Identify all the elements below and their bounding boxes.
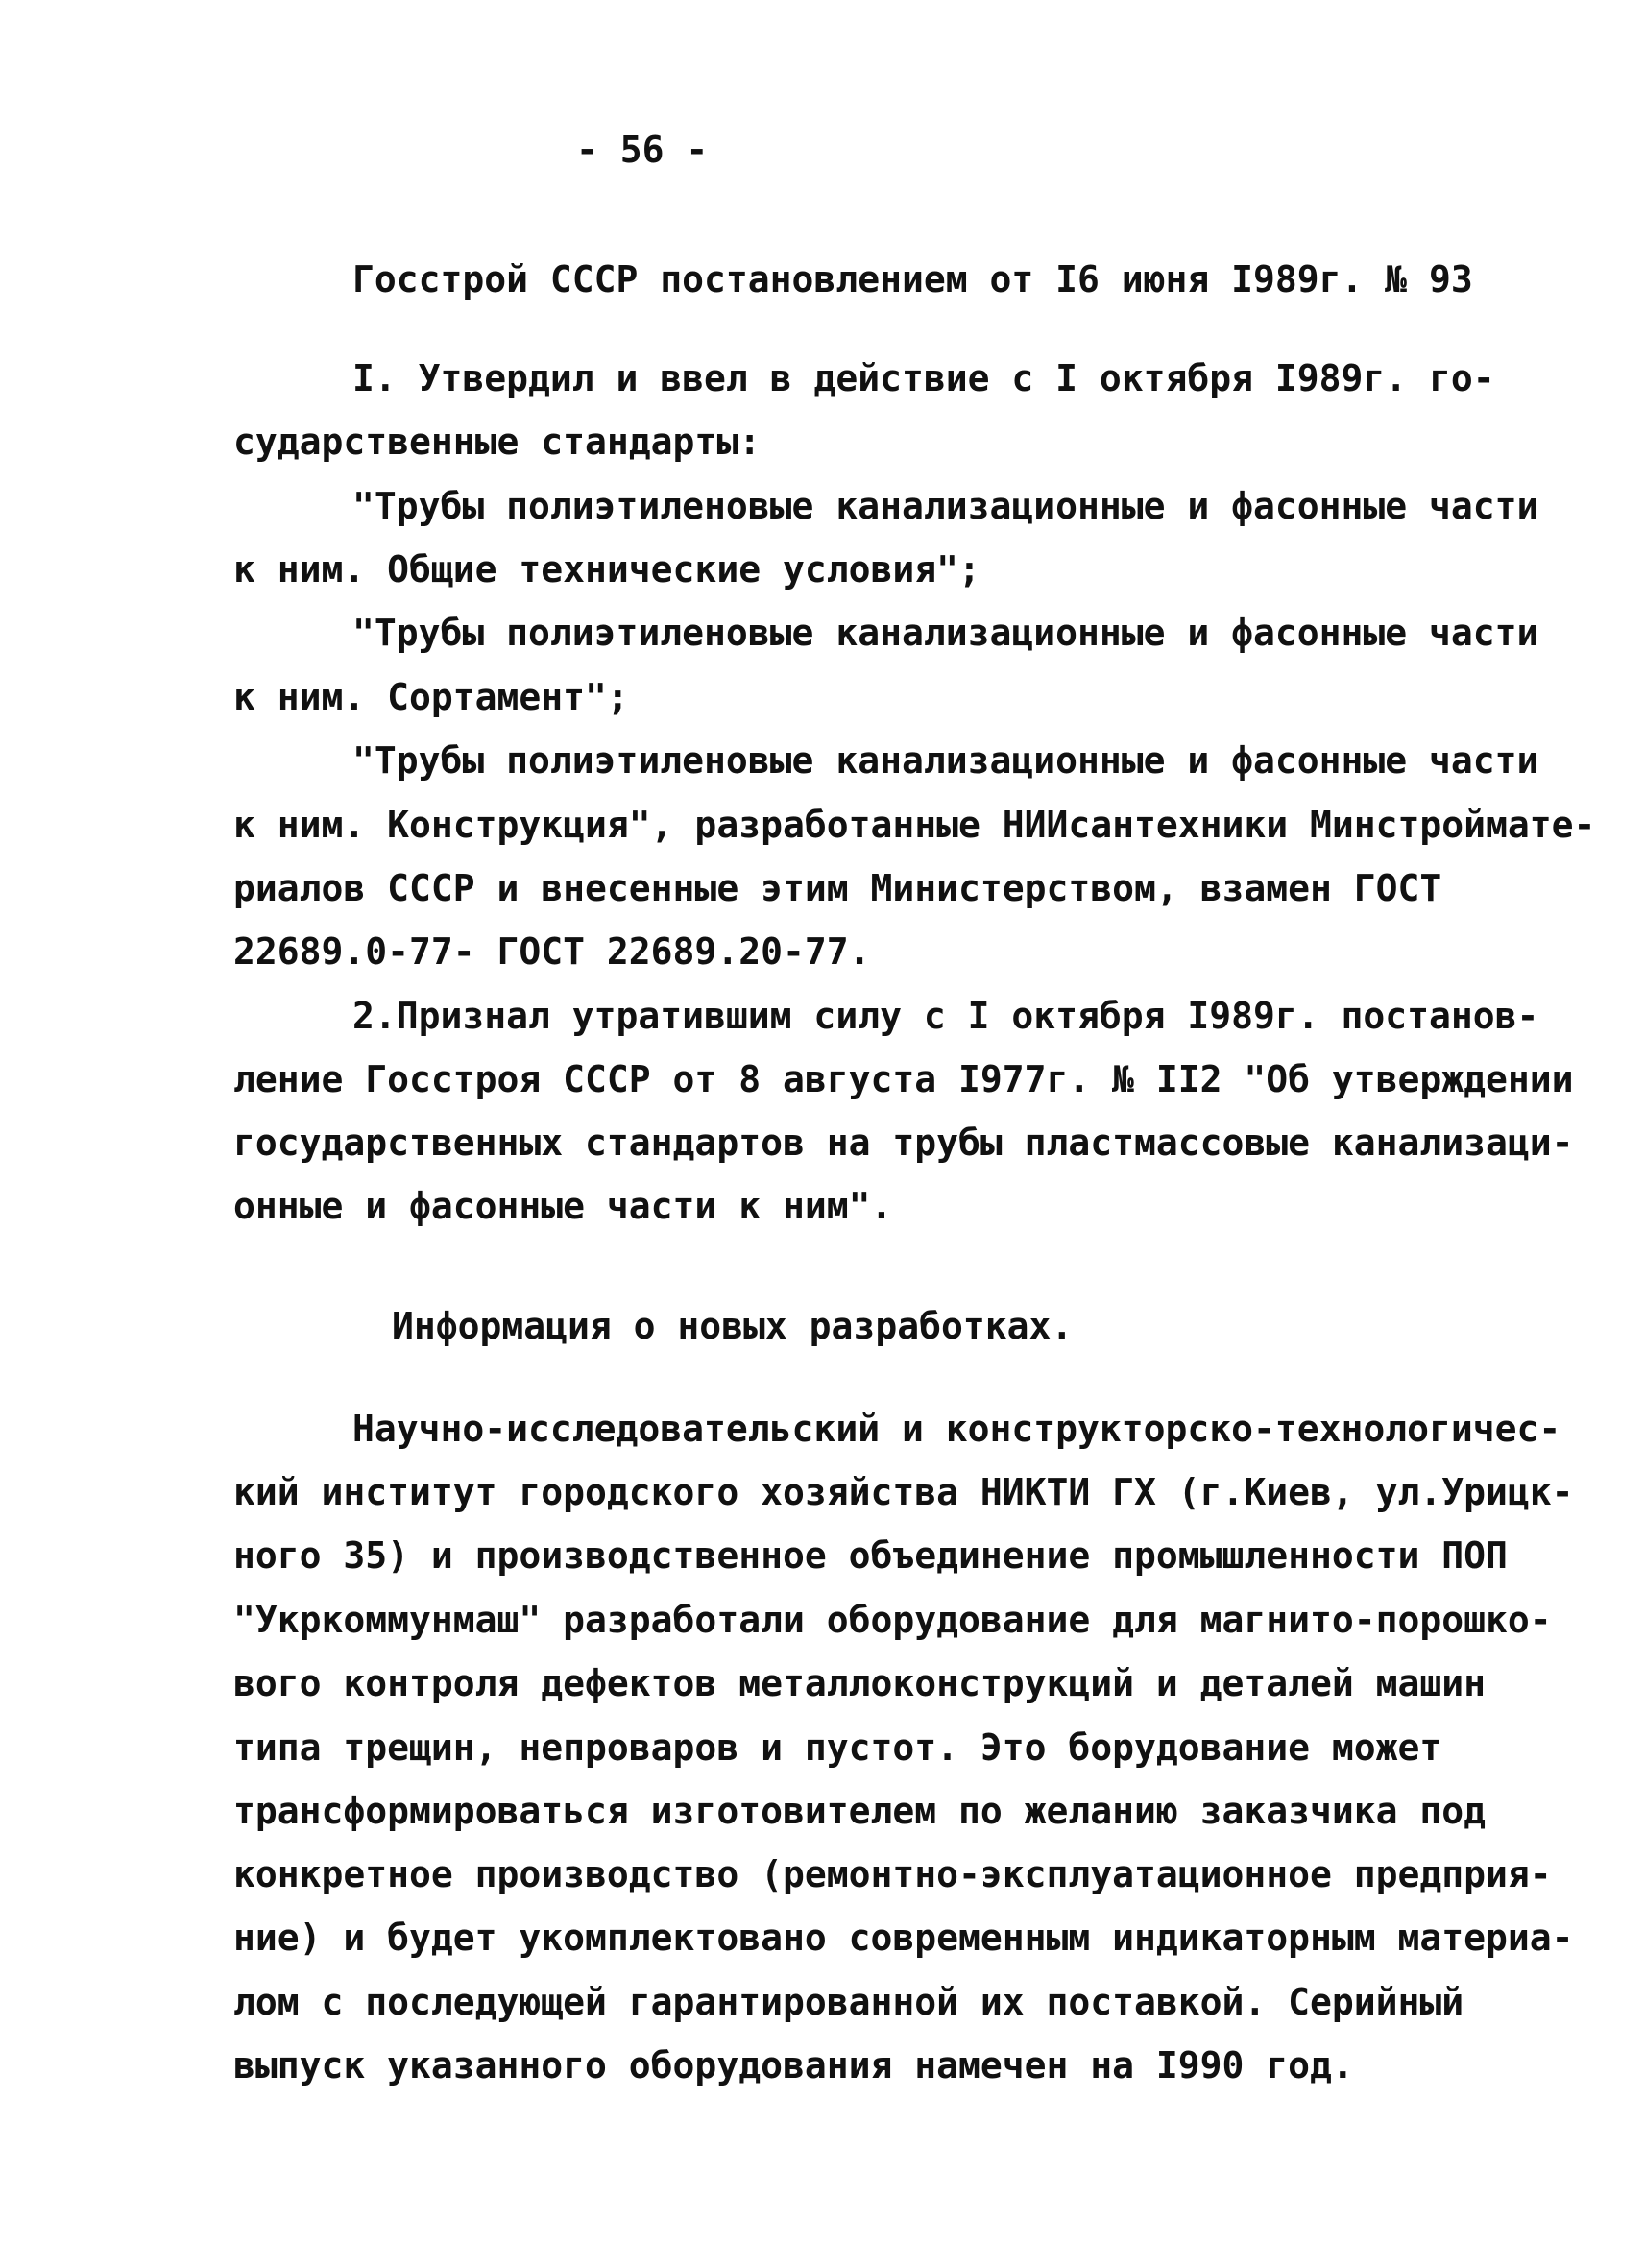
standard-2-line: "Трубы полиэтиленовые канализационные и фасонные части (352, 612, 1539, 654)
standard-3-line: 22689.0-77- ГОСТ 22689.20-77. (233, 930, 871, 973)
info-body-line: конкретное производство (ремонтно-эксплуатационное предприя- (233, 1853, 1552, 1895)
item1-line: I. Утвердил и ввел в действие с I октября I989г. го- (352, 357, 1495, 399)
item2-line: онные и фасонные части к ним". (233, 1185, 893, 1227)
info-body-line: лом с последующей гарантированной их поставкой. Серийный (233, 1981, 1464, 2023)
standard-3-line: к ним. Конструкция", разработанные НИИсантехники Минстроймате- (233, 804, 1596, 846)
standard-2-line: к ним. Сортамент"; (233, 676, 629, 718)
info-heading: Информация о новых разработках. (392, 1305, 1074, 1347)
info-body-line: ного 35) и производственное объединение промышленности ПОП (233, 1534, 1508, 1577)
gosstroy-heading: Госстрой СССР постановлением от I6 июня I989г. № 93 (352, 258, 1473, 301)
standard-3-line: "Трубы полиэтиленовые канализационные и фасонные части (352, 739, 1539, 782)
info-body-line: типа трещин, непроваров и пустот. Это борудование может (233, 1726, 1442, 1769)
standard-3-line: риалов СССР и внесенные этим Министерством, взамен ГОСТ (233, 867, 1442, 909)
info-body-line: Научно-исследовательский и конструкторско-технологичес- (352, 1408, 1561, 1450)
item1-line: сударственные стандарты: (233, 421, 762, 463)
info-body-line: выпуск указанного оборудования намечен на I990 год. (233, 2044, 1354, 2087)
item2-line: ление Госстроя СССР от 8 августа I977г. № II2 "Об утверждении (233, 1058, 1574, 1100)
info-body-line: кий институт городского хозяйства НИКТИ ГХ (г.Киев, ул.Урицк- (233, 1471, 1574, 1513)
info-body-line: трансформироваться изготовителем по желанию заказчика под (233, 1790, 1487, 1832)
info-body-line: "Укркоммунмаш" разработали оборудование для магнито-порошко- (233, 1599, 1552, 1641)
item2-line: государственных стандартов на трубы пластмассовые канализаци- (233, 1122, 1574, 1164)
info-body-line: ние) и будет укомплектовано современным индикаторным материа- (233, 1917, 1574, 1959)
standard-1-line: к ним. Общие технические условия"; (233, 548, 980, 591)
item2-line: 2.Признал утратившим силу с I октября I989г. постанов- (352, 995, 1539, 1037)
info-body-line: вого контроля дефектов металлоконструкций и деталей машин (233, 1662, 1487, 1704)
standard-1-line: "Трубы полиэтиленовые канализационные и фасонные части (352, 485, 1539, 527)
page-number: - 56 - (576, 129, 709, 171)
